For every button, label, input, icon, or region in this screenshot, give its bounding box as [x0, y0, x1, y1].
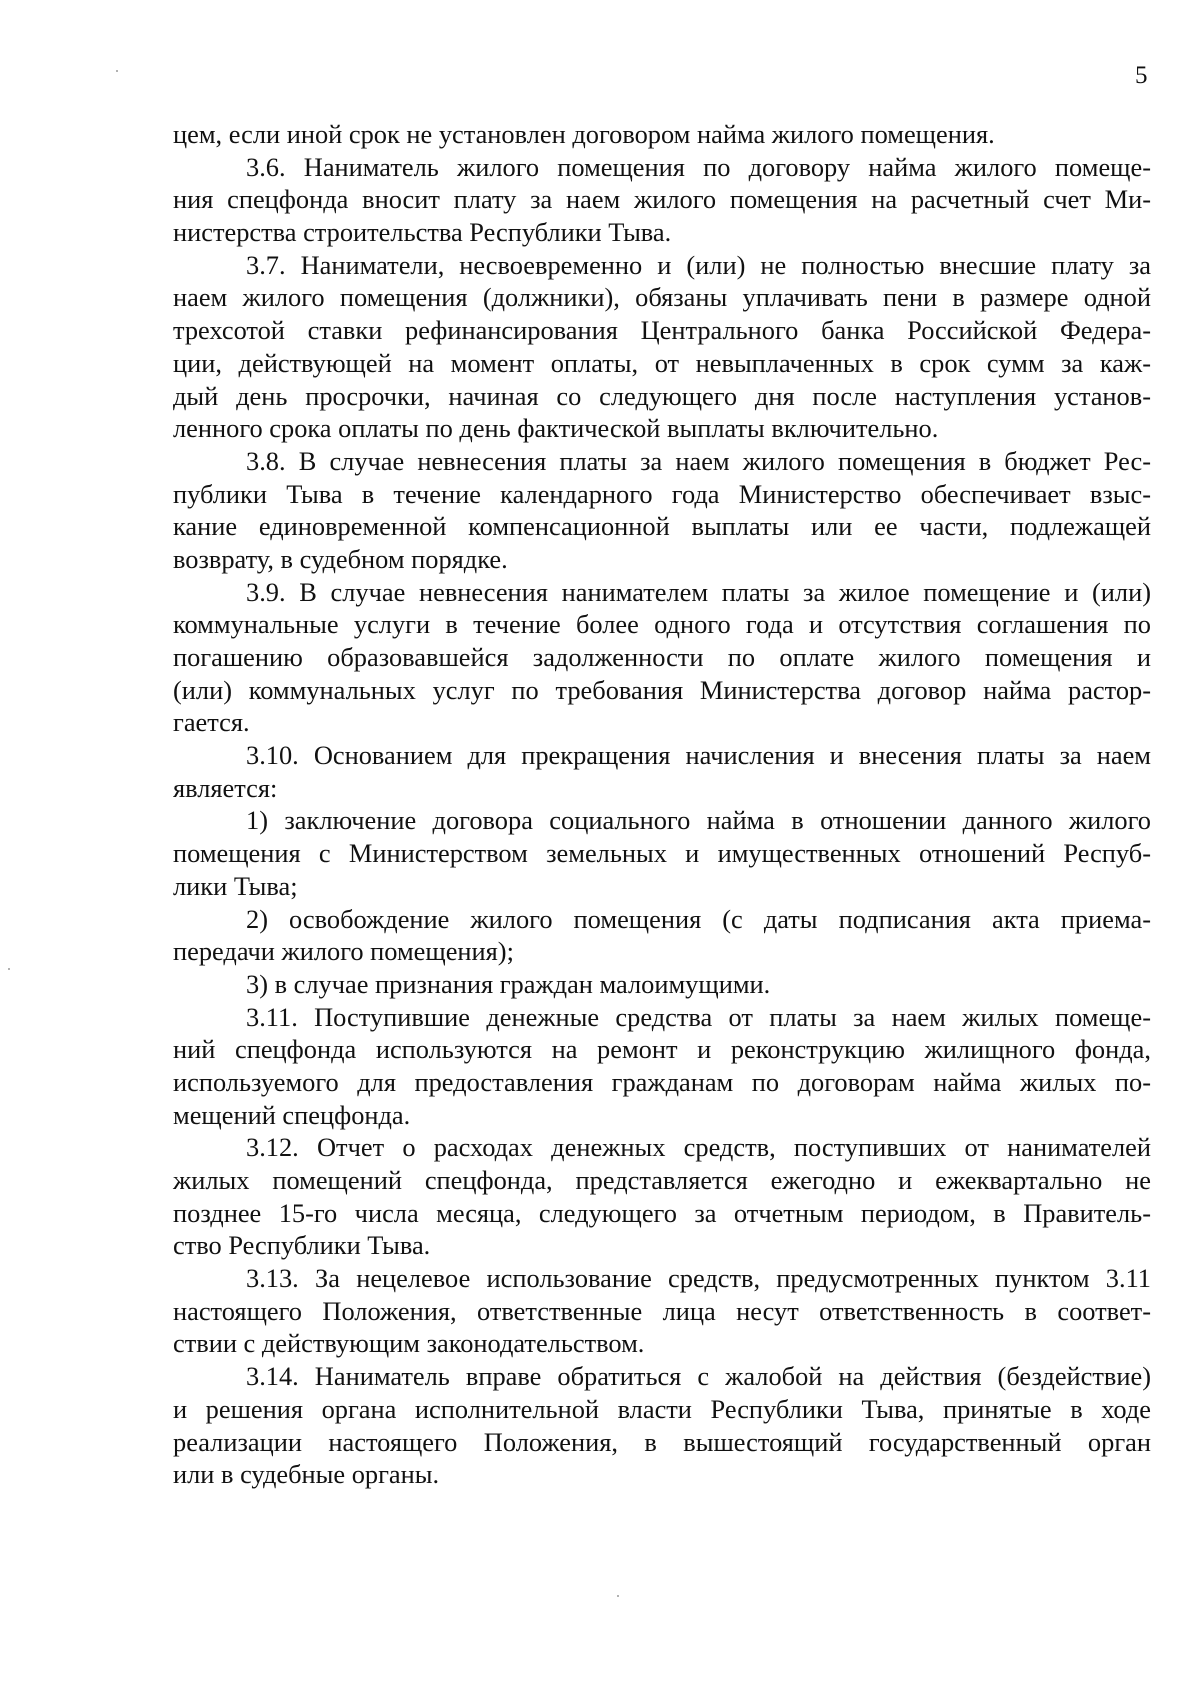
text-line: 3.6. Наниматель жилого помещения по договору найма жилого помеще- [246, 151, 1151, 182]
text-line: передачи жилого помещения); [173, 936, 514, 967]
text-line: ния спецфонда вносит плату за наем жилого помещения на расчетный счет Ми- [173, 184, 1151, 215]
text-line: 3.9. В случае невнесения нанимателем платы за жилое помещение и (или) [246, 576, 1151, 607]
text-line: дый день просрочки, начиная со следующего дня после наступления установ- [173, 380, 1151, 411]
text-line: 3.14. Наниматель вправе обратиться с жалобой на действия (бездействие) [246, 1361, 1151, 1392]
text-line: погашению образовавшейся задолженности по оплате жилого помещения и [173, 642, 1151, 672]
text-line: возврату, в судебном порядке. [173, 543, 508, 574]
paragraph [173, 151, 1151, 249]
text-line: (или) коммунальных услуг по требования Министерства договор найма растор- [173, 674, 1151, 705]
text-line: 3.12. Отчет о расходах денежных средств, поступивших от нанимателей [246, 1132, 1151, 1163]
text-line: 3.10. Основанием для прекращения начисления и внесения платы за наем [246, 740, 1151, 771]
text-line: нистерства строительства Республики Тыва. [173, 217, 672, 248]
text-line: лики Тыва; [173, 870, 298, 901]
text-line: является: [173, 772, 278, 803]
paragraph [173, 903, 1151, 968]
scan-speck [617, 1595, 619, 1597]
text-line: ний спецфонда используются на ремонт и реконструкцию жилищного фонда, [173, 1034, 1151, 1065]
text-line: ции, действующей на момент оплаты, от невыплаченных в срок сумм за каж- [173, 347, 1151, 378]
paragraph [173, 1001, 1151, 1132]
text-line: реализации настоящего Положения, в вышестоящий государственный орган [173, 1426, 1151, 1457]
text-line: наем жилого помещения (должники), обязаны уплачивать пени в размере одной [173, 282, 1151, 313]
text-line: 3.11. Поступившие денежные средства от платы за наем жилых помеще- [246, 1001, 1151, 1032]
text-line: гается. [173, 707, 250, 738]
text-line: ленного срока оплаты по день фактической выплаты включительно. [173, 413, 939, 444]
text-line: помещения с Министерством земельных и имущественных отношений Респуб- [173, 838, 1151, 869]
paragraph [173, 804, 1151, 902]
paragraph [173, 445, 1151, 576]
paragraph [173, 1360, 1151, 1491]
text-line: 2) освобождение жилого помещения (с даты подписания акта приема- [246, 903, 1151, 934]
paragraph [173, 249, 1151, 445]
text-line: кание единовременной компенсационной выплаты или ее части, подлежащей [173, 511, 1151, 542]
page-number: 5 [1135, 62, 1148, 89]
text-line: 3.8. В случае невнесения платы за наем жилого помещения в бюджет Рес- [246, 445, 1151, 476]
paragraph [173, 739, 1151, 804]
document-body [173, 118, 1151, 1491]
text-line: 3) в случае признания граждан малоимущими. [246, 968, 771, 999]
text-line: публики Тыва в течение календарного года Министерство обеспечивает взыс- [173, 478, 1151, 509]
paragraph [173, 118, 1151, 151]
text-line: ствии с действующим законодательством. [173, 1328, 645, 1359]
text-line: настоящего Положения, ответственные лица несут ответственность в соответ- [173, 1295, 1151, 1326]
text-line: 3.13. За нецелевое использование средств, предусмотренных пунктом 3.11 [246, 1263, 1151, 1294]
text-line: или в судебные органы. [173, 1459, 440, 1490]
paragraph [173, 968, 1151, 1001]
text-line: позднее 15-го числа месяца, следующего за отчетным периодом, в Правитель- [173, 1197, 1151, 1228]
text-line: цем, если иной срок не установлен договором найма жилого помещения. [173, 119, 995, 149]
scan-speck [116, 70, 118, 72]
text-line: 3.7. Наниматели, несвоевременно и (или) не полностью внесшие плату за [246, 249, 1151, 280]
scan-speck [8, 968, 10, 970]
text-line: и решения органа исполнительной власти Республики Тыва, принятые в ходе [173, 1393, 1151, 1424]
text-line: 1) заключение договора социального найма в отношении данного жилого [246, 805, 1151, 836]
paragraph [173, 576, 1151, 739]
paragraph [173, 1131, 1151, 1262]
text-line: ство Республики Тыва. [173, 1230, 431, 1261]
text-line: мещений спецфонда. [173, 1099, 411, 1130]
text-line: трехсотой ставки рефинансирования Центрального банка Российской Федера- [173, 315, 1151, 346]
text-line: используемого для предоставления гражданам по договорам найма жилых по- [173, 1066, 1151, 1097]
paragraph [173, 1262, 1151, 1360]
text-line: коммунальные услуги в течение более одного года и отсутствия соглашения по [173, 609, 1151, 640]
text-line: жилых помещений спецфонда, представляется ежегодно и ежеквартально не [173, 1165, 1151, 1195]
